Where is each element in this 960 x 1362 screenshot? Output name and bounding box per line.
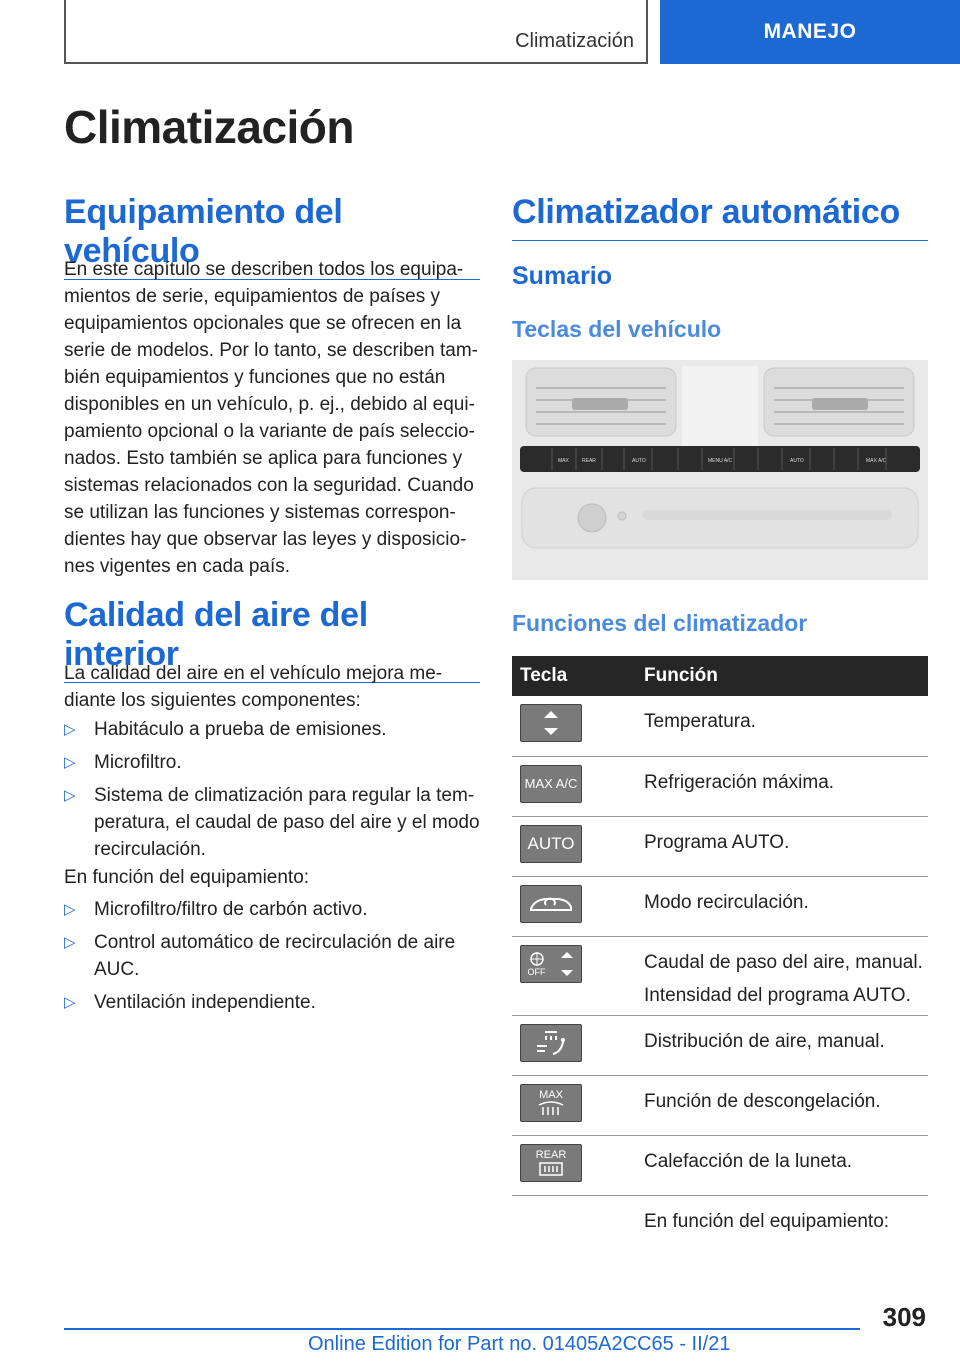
equipment-dependent-label: En función del equipamiento: [64, 867, 310, 888]
list-item: ▷ Control automático de recirculación de aire AUC. [64, 929, 484, 983]
photo-label-max-ac: MAX A/C [866, 458, 887, 464]
photo-label-max: MAX [558, 458, 569, 464]
function-text: Calefacción de la luneta. [636, 1135, 928, 1195]
table-header-function: Función [636, 656, 928, 696]
function-text: Distribución de aire, manual. [636, 1015, 928, 1075]
optional-list [64, 896, 484, 1022]
function-text: Modo recirculación. [636, 876, 928, 936]
heading-calidad-aire: Calidad del aire del interior [64, 596, 480, 683]
heading-equipamiento: Equipamiento del vehículo [64, 193, 480, 280]
table-row [512, 1015, 928, 1075]
functions-table [512, 656, 928, 1235]
page-title: Climatización [64, 101, 355, 153]
equipamiento-text: En este capítulo se describen todos los equipa‐ mientos de serie, equipamientos de países y equipamientos opcionales que se ofrecen en la serie de modelos. Por lo tanto, se describen tam‐ bién equipamientos y funciones que no están disponibles en un vehículo, p. ej., debido al equi‐ pamiento opcional o la variante de país seleccio‐ nados. Esto también se aplica para funciones y sistemas relacionados con la seguridad. Cuando se utilizan las funciones y sistemas correspon‐ dientes hay que observar las leyes y disposicio‐ nes vigentes en cada país. [64, 259, 478, 577]
table-row [512, 1075, 928, 1135]
heading-teclas: Teclas del vehículo [512, 316, 722, 342]
bullet-triangle-icon: ▷ [64, 934, 76, 951]
table-header-row [512, 656, 928, 696]
control-panel-photo [512, 360, 928, 580]
bullet-triangle-icon: ▷ [64, 754, 76, 771]
heading-climatizador: Climatizador automático [512, 193, 928, 241]
function-text: En función del equipamiento: [644, 1210, 890, 1232]
function-text: Refrigeración máxima. [636, 756, 928, 816]
bullet-triangle-icon: ▷ [64, 901, 76, 918]
table-header-key: Tecla [512, 656, 636, 696]
key-label: AUTO [527, 833, 575, 853]
key-label: MAX [539, 1088, 563, 1101]
footer-divider [64, 1328, 860, 1330]
function-text: Intensidad del programa AUTO. [644, 984, 911, 1006]
component-list [64, 716, 484, 869]
table-row [512, 876, 928, 936]
rear-defrost-icon [520, 1144, 582, 1182]
heading-funciones: Funciones del climatizador [512, 610, 808, 636]
photo-label-auto-2: AUTO [790, 458, 804, 464]
auto-icon [520, 825, 582, 863]
recirculation-icon [520, 885, 582, 923]
max-ac-icon [520, 765, 582, 803]
temperature-arrows-icon [520, 704, 582, 742]
key-label: OFF [527, 966, 546, 977]
list-item: ▷ Habitáculo a prueba de emisiones. [64, 716, 484, 743]
function-text: Programa AUTO. [636, 816, 928, 876]
list-item: ▷ Ventilación independiente. [64, 989, 484, 1016]
bullet-triangle-icon: ▷ [64, 721, 76, 738]
table-row [512, 756, 928, 816]
table-row [512, 696, 928, 756]
bullet-triangle-icon: ▷ [64, 994, 76, 1011]
key-label: REAR [535, 1148, 567, 1161]
bullet-triangle-icon: ▷ [64, 787, 76, 804]
fan-off-icon [520, 945, 582, 983]
table-row [512, 1195, 928, 1235]
key-label: MAX A/C [524, 776, 578, 791]
photo-label-rear: REAR [582, 458, 596, 464]
list-item: ▷ Microfiltro/filtro de carbón activo. [64, 896, 484, 923]
list-item: ▷ Microfiltro. [64, 749, 484, 776]
photo-label-menu-ac: MENU A/C [708, 458, 733, 464]
list-item: ▷ Sistema de climatización para regular la tem‐ peratura, el caudal de paso del aire y el modo recirculación. [64, 782, 484, 863]
table-row [512, 936, 928, 1015]
calidad-aire-text: La calidad del aire en el vehículo mejora me‐ diante los siguientes componentes: [64, 663, 443, 711]
header-tab-manejo[interactable]: MANEJO [660, 0, 960, 64]
control-panel-illustration [512, 360, 928, 580]
air-distribution-icon [520, 1024, 582, 1062]
photo-label-auto: AUTO [632, 458, 646, 464]
max-defrost-icon [520, 1084, 582, 1122]
page-number: 309 [882, 1302, 926, 1332]
heading-sumario: Sumario [512, 262, 613, 290]
footer-edition: Online Edition for Part no. 01405A2CC65 - II/21 [308, 1333, 731, 1355]
function-text: Caudal de paso del aire, manual. [644, 951, 923, 973]
function-text: Temperatura. [636, 696, 928, 756]
header-section: Climatización [515, 30, 634, 52]
function-text: Función de descongelación. [636, 1075, 928, 1135]
table-row [512, 1135, 928, 1195]
table-row [512, 816, 928, 876]
